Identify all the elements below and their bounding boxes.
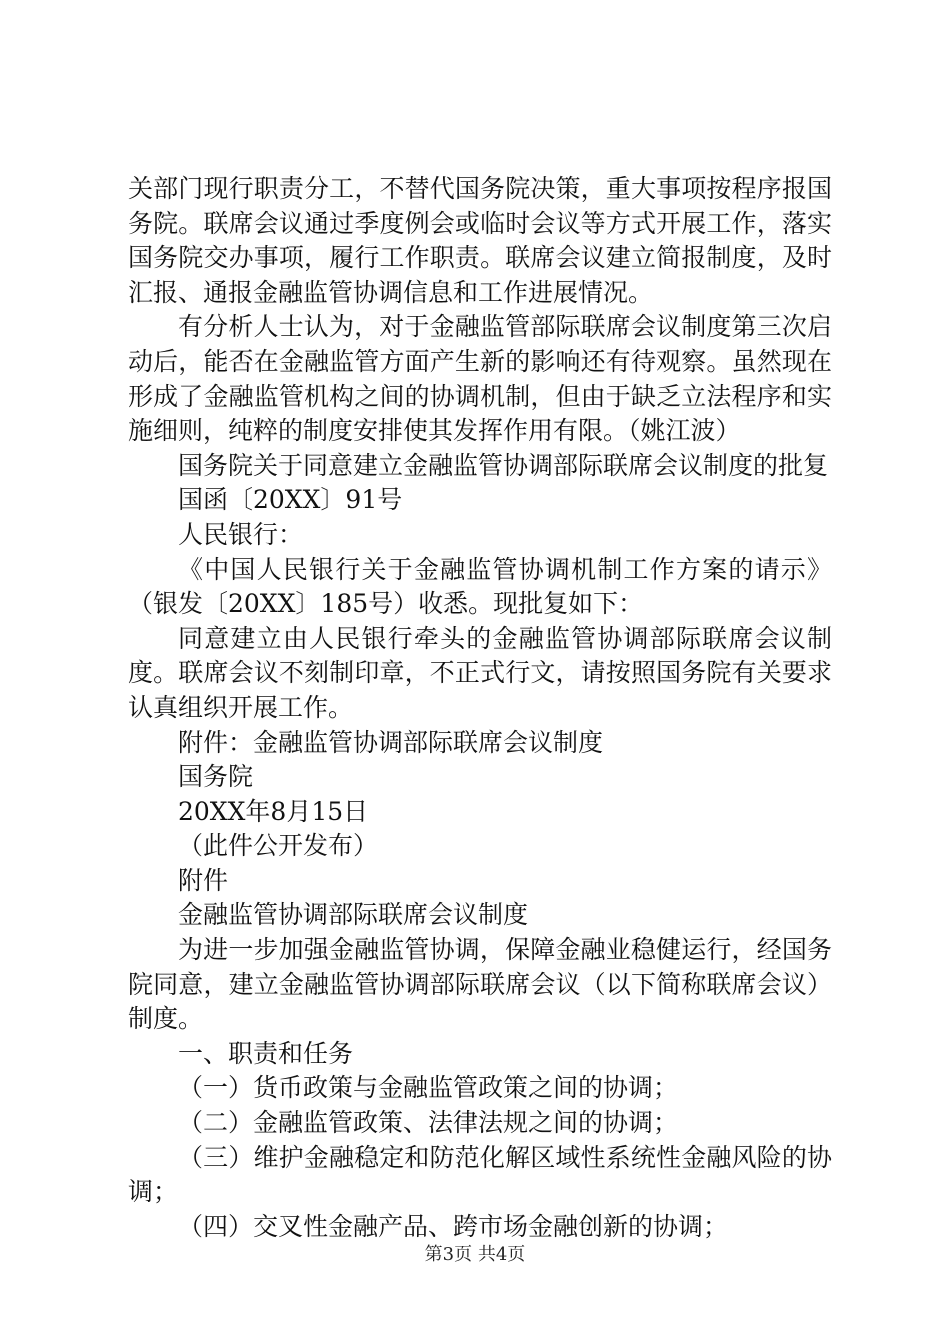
- page-number: 第3页 共4页: [424, 1244, 526, 1265]
- paragraph-approval: 同意建立由人民银行牵头的金融监管协调部际联席会议制度。联席会议不刻制印章，不正式行文，请按照国务院有关要求认真组织开展工作。: [128, 623, 832, 722]
- addressee: 人民银行：: [178, 519, 304, 549]
- paragraph-continuation: 关部门现行职责分工，不替代国务院决策，重大事项按程序报国务院。联席会议通过季度例会或临时会议等方式开展工作，落实国务院交办事项，履行工作职责。联席会议建立简报制度，及时汇报、通报金融监管协调信息和工作进展情况。: [128, 174, 832, 307]
- reply-title: 国务院关于同意建立金融监管协调部际联席会议制度的批复: [178, 450, 829, 480]
- attachment-line: 附件：金融监管协调部际联席会议制度: [178, 727, 604, 757]
- list-item: （三）维护金融稳定和防范化解区域性系统性金融风险的协调；: [128, 1142, 832, 1207]
- list-item: （一）货币政策与金融监管政策之间的协调；: [178, 1073, 679, 1103]
- attachment-heading: 附件: [178, 865, 229, 895]
- list-item: （四）交叉性金融产品、跨市场金融创新的协调；: [178, 1211, 729, 1241]
- issuer: 国务院: [178, 762, 254, 792]
- page-footer: [0, 1243, 950, 1267]
- document-body: [128, 172, 832, 1244]
- paragraph-request: 《中国人民银行关于金融监管协调机制工作方案的请示》（银发〔20XX〕185号）收悉。现批复如下：: [128, 554, 832, 619]
- issue-date: 20XX年8月15日: [178, 796, 369, 826]
- publication-note: （此件公开发布）: [178, 831, 379, 861]
- attachment-title: 金融监管协调部际联席会议制度: [178, 900, 529, 930]
- section-heading: 一、职责和任务: [178, 1038, 354, 1068]
- list-item: （二）金融监管政策、法律法规之间的协调；: [178, 1108, 679, 1138]
- paragraph-purpose: 为进一步加强金融监管协调，保障金融业稳健运行，经国务院同意，建立金融监管协调部际联席会议（以下简称联席会议）制度。: [128, 935, 832, 1034]
- paragraph-analysis: 有分析人士认为，对于金融监管部际联席会议制度第三次启动后，能否在金融监管方面产生新的影响还有待观察。虽然现在形成了金融监管机构之间的协调机制，但由于缺乏立法程序和实施细则，纯粹的制度安排使其发挥作用有限。（姚江波）: [128, 312, 832, 446]
- document-number: 国函〔20XX〕91号: [178, 485, 403, 515]
